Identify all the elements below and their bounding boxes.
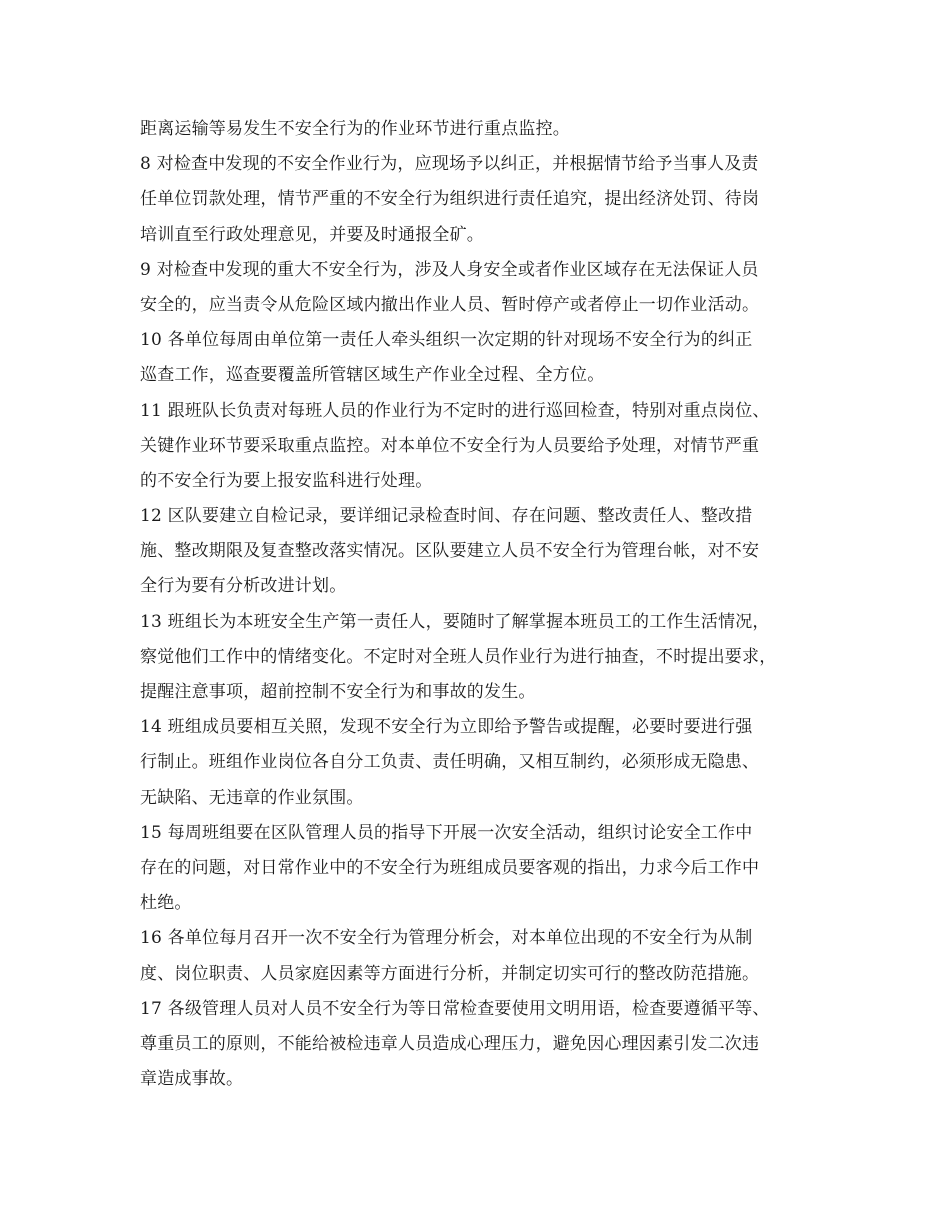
text-line: 14 班组成员要相互关照，发现不安全行为立即给予警告或提醒，必要时要进行强 — [140, 717, 753, 738]
text-line: 16 各单位每月召开一次不安全行为管理分析会，对本单位出现的不安全行为从制 — [140, 928, 753, 949]
text-line: 章造成事故。 — [140, 1069, 244, 1090]
document-body — [140, 112, 830, 1097]
text-line: 11 跟班队长负责对每班人员的作业行为不定时的进行巡回检查，特别对重点岗位、 — [140, 400, 770, 421]
text-line: 距离运输等易发生不安全行为的作业环节进行重点监控。 — [140, 119, 570, 139]
text-line: 全行为要有分析改进计划。 — [140, 576, 347, 597]
text-line: 17 各级管理人员对人员不安全行为等日常检查要使用文明用语，检查要遵循平等、 — [140, 998, 770, 1019]
text-line: 10 各单位每周由单位第一责任人牵头组织一次定期的针对现场不安全行为的纠正 — [140, 330, 753, 351]
text-line: 提醒注意事项，超前控制不安全行为和事故的发生。 — [140, 682, 536, 702]
text-line: 施、整改期限及复查整改落实情况。区队要建立人员不安全行为管理台帐，对不安 — [140, 541, 760, 562]
text-line: 存在的问题，对日常作业中的不安全行为班组成员要客观的指出，力求今后工作中 — [140, 857, 760, 878]
text-line: 任单位罚款处理，情节严重的不安全行为组织进行责任追究，提出经济处罚、待岗 — [140, 189, 760, 210]
text-line: 关键作业环节要采取重点监控。对本单位不安全行为人员要给予处理，对情节严重 — [140, 435, 760, 456]
text-line: 8 对检查中发现的不安全作业行为，应现场予以纠正，并根据情节给予当事人及责 — [140, 154, 759, 175]
text-line: 察觉他们工作中的情绪变化。不定时对全班人员作业行为进行抽查，不时提出要求， — [140, 646, 777, 667]
text-line: 的不安全行为要上报安监科进行处理。 — [140, 470, 433, 491]
text-line: 巡查工作，巡查要覆盖所管辖区域生产作业全过程、全方位。 — [140, 365, 605, 386]
text-line: 培训直至行政处理意见，并要及时通报全矿。 — [140, 224, 484, 245]
text-line: 尊重员工的原则，不能给被检违章人员造成心理压力，避免因心理因素引发二次违 — [140, 1033, 760, 1054]
text-line: 度、岗位职责、人员家庭因素等方面进行分析，并制定切实可行的整改防范措施。 — [140, 963, 760, 984]
text-line: 安全的，应当责令从危险区域内撤出作业人员、暂时停产或者停止一切作业活动。 — [140, 294, 760, 315]
text-line: 杜绝。 — [140, 893, 192, 914]
text-line: 行制止。班组作业岗位各自分工负责、责任明确，又相互制约，必须形成无隐患、 — [140, 752, 760, 773]
text-line: 9 对检查中发现的重大不安全行为，涉及人身安全或者作业区域存在无法保证人员 — [140, 259, 759, 280]
text-line: 15 每周班组要在区队管理人员的指导下开展一次安全活动，组织讨论安全工作中 — [140, 822, 753, 843]
text-line: 无缺陷、无违章的作业氛围。 — [140, 787, 364, 808]
text-line: 13 班组长为本班安全生产第一责任人，要随时了解掌握本班员工的工作生活情况， — [140, 611, 770, 632]
text-line: 12 区队要建立自检记录，要详细记录检查时间、存在问题、整改责任人、整改措 — [140, 506, 753, 527]
